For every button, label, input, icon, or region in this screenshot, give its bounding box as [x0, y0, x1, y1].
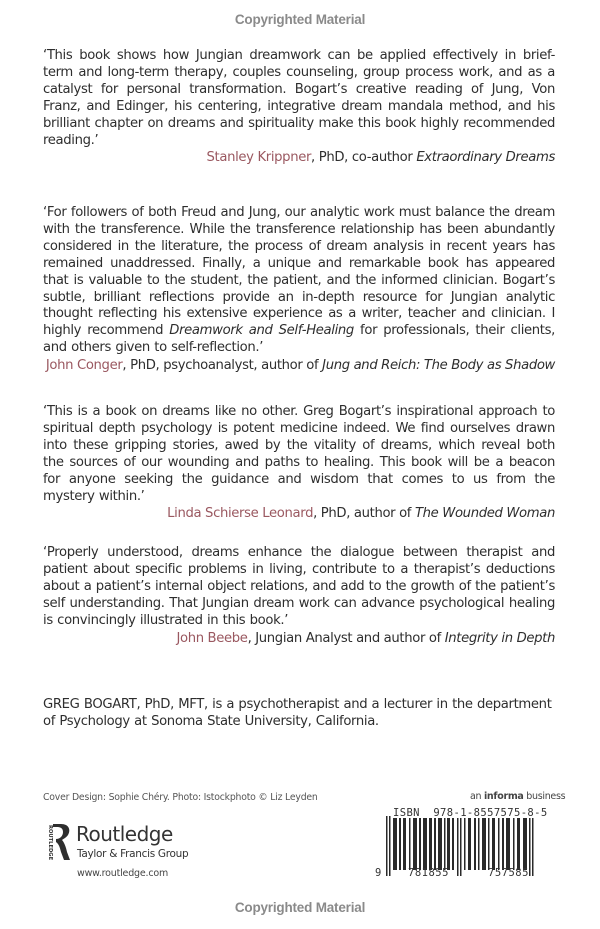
quote-text: ‘For followers of both Freud and Jung, our analytic work must balance the dream with the transference. While the transference relationship has been abundantly considered in the literature, the process of dream analysis in recent years has remained unaddressed. Finally, a unique and remarkable book has appeared that is valuable to the student, the patient, and the informed clinician. Bogart’s subtle, brilliant reflections provide an in-depth resource for Jungian analytic thought reflecting his extensive experience as a writer, teacher and clinician. I highly recommend — [43, 205, 555, 339]
endorser-work: Extraordinary Dreams — [416, 150, 555, 166]
endorser-name: Stanley Krippner — [206, 150, 312, 166]
publisher-name: Routledge — [76, 822, 173, 846]
endorser-credential: , PhD, co-author — [311, 150, 417, 166]
routledge-r-icon — [43, 822, 73, 862]
barcode-right-digits: 757585 — [488, 867, 529, 879]
endorsement-krippner — [43, 48, 555, 166]
endorsement-attribution — [43, 505, 555, 522]
copyright-watermark-bottom: Copyrighted Material — [234, 900, 366, 915]
endorsement-leonard — [43, 404, 555, 522]
copyright-watermark-top: Copyrighted Material — [234, 12, 366, 27]
routledge-logo — [43, 822, 213, 867]
endorsement-beebe — [43, 545, 555, 647]
endorser-work: Jung and Reich: The Body as Shadow — [322, 358, 555, 374]
endorsement-quote: ‘Properly understood, dreams enhance the dialogue between therapist and patient about specific problems in living, contribute to a therapist’s deductions about a patient’s internal object relations, and add to the growth of the patient’s self understanding. That Jungian dream work can advance psychological healing is convincingly illustrated in this book.’ — [43, 545, 555, 628]
endorsement-quote: ‘This is a book on dreams like no other. Greg Bogart’s inspirational approach to spiritual depth psychology is potent medicine indeed. We find ourselves drawn into these gripping stories, awed by the vitality of dreams, which reveal both the sources of our wounding and paths to healing. This book will be a beacon for anyone seeking the guidance and wisdom that comes to us from the mystery within.’ — [43, 404, 555, 504]
publisher-group: Taylor & Francis Group — [77, 848, 189, 860]
isbn-number: ISBN 978-1-8557575-8-5 — [393, 807, 548, 819]
endorsement-attribution — [43, 630, 555, 647]
informa-brand: informa — [483, 791, 524, 802]
barcode-lead-digit: 9 — [375, 867, 382, 879]
cover-credits: Cover Design: Sophie Chéry. Photo: Istockphoto © Liz Leyden — [43, 792, 318, 803]
endorsement-attribution — [43, 149, 555, 166]
endorsement-attribution — [43, 357, 555, 374]
author-bio-text: GREG BOGART, PhD, MFT, is a psychotherapist and a lecturer in the department of Psychology at Sonoma State University, California. — [43, 697, 552, 729]
informa-tagline — [470, 791, 565, 802]
endorser-work: The Wounded Woman — [414, 506, 555, 522]
informa-suffix: business — [523, 791, 566, 802]
author-bio — [43, 697, 555, 731]
endorser-credential: , PhD, author of — [313, 506, 415, 522]
endorsement-quote: ‘This book shows how Jungian dreamwork can be applied effectively in brief-term and long-term therapy, couples counseling, group process work, and as a catalyst for personal transformation. Bogart’s creative reading of Jung, Von Franz, and Edinger, his centering, integrative dream mandala method, and his brilliant chapter on dreams and spirituality make this book highly recommended reading.’ — [43, 48, 555, 148]
endorser-credential: , Jungian Analyst and author of — [247, 630, 445, 646]
isbn-barcode — [370, 808, 570, 883]
endorsement-conger — [43, 205, 555, 374]
book-title: Dreamwork and Self-Healing — [169, 323, 354, 339]
endorser-credential: , PhD, psychoanalyst, author of — [122, 358, 323, 374]
informa-prefix: an — [470, 791, 484, 802]
endorser-work: Integrity in Depth — [444, 630, 555, 646]
endorsement-quote — [43, 205, 555, 357]
barcode-left-digits: 781855 — [408, 867, 449, 879]
logo-vertical-text: ROUTLEDGE — [47, 825, 53, 861]
endorser-name: Linda Schierse Leonard — [167, 506, 314, 522]
quote-text: for professionals, their clients, and others given to self-reflection.’ — [43, 323, 555, 356]
publisher-url: www.routledge.com — [77, 868, 169, 879]
endorser-name: John Beebe — [176, 630, 248, 646]
endorser-name: John Conger — [45, 358, 123, 374]
